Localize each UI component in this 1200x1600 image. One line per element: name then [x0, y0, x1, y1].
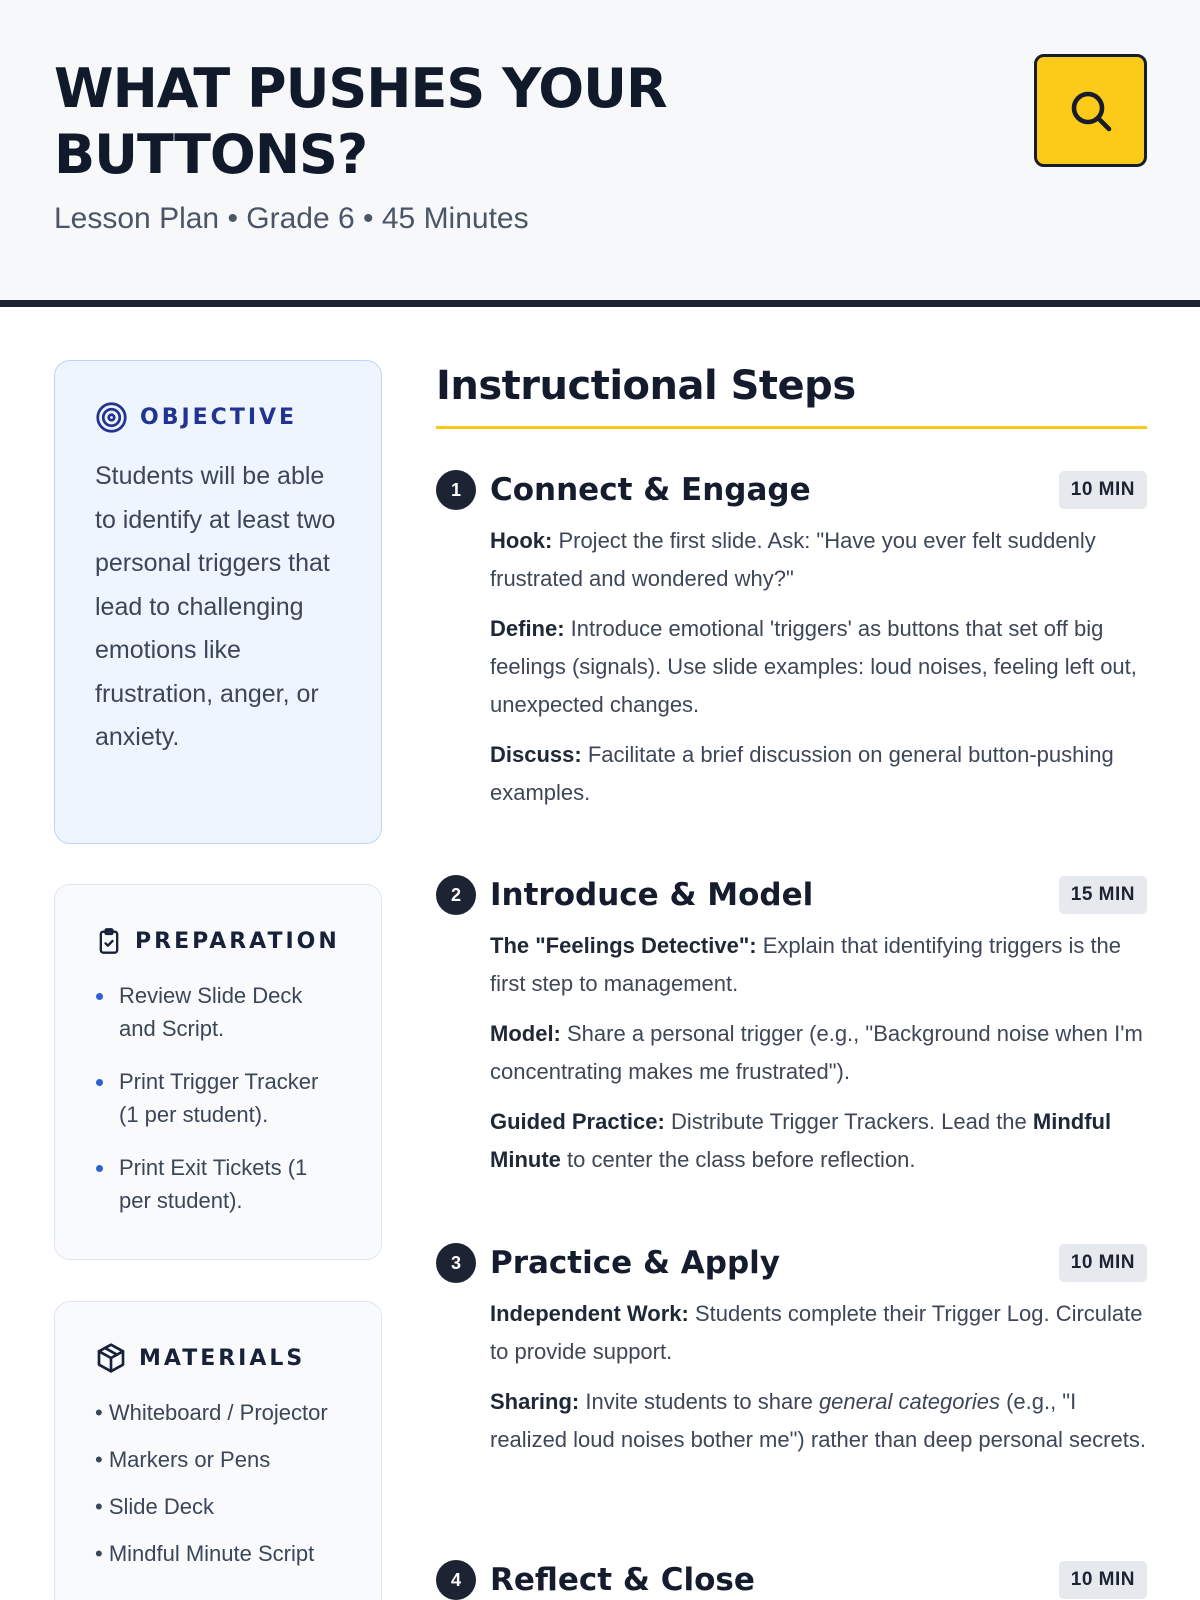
step-paragraph — [490, 1015, 1147, 1091]
step-paragraph — [490, 1103, 1147, 1179]
step-2 — [436, 873, 1147, 1191]
objective-card — [54, 360, 382, 844]
step-number: 1 — [436, 470, 476, 510]
para-emphasis: Mindful Minute — [490, 1109, 1112, 1172]
step-title: Reflect & Close — [490, 1562, 755, 1598]
para-text: Distribute Trigger Trackers. Lead the — [664, 1109, 1033, 1134]
step-paragraph — [490, 1295, 1147, 1371]
para-label: Hook: — [490, 528, 553, 553]
bullet-dot — [96, 993, 103, 1000]
step-header — [436, 468, 1147, 512]
para-text: to center the class before reflection. — [560, 1147, 916, 1172]
para-label: The "Feelings Detective": — [490, 933, 757, 958]
para-text: Explain that identifying triggers is the first step to management. — [490, 933, 1122, 996]
bullet-dot — [96, 1079, 103, 1086]
list-item-text: Review Slide Deck and Script. — [119, 983, 303, 1041]
list-item — [95, 1065, 341, 1131]
list-item: • Slide Deck — [95, 1494, 214, 1519]
list-item: • Mindful Minute Script — [95, 1541, 315, 1566]
step-paragraph — [490, 522, 1147, 598]
para-label: Discuss: — [490, 742, 582, 767]
preparation-card — [54, 884, 382, 1260]
section-title: Instructional Steps — [436, 360, 1147, 429]
para-label: Independent Work: — [490, 1301, 689, 1326]
para-text: (e.g., "I realized loud noises bother me") rather than deep personal secrets. — [490, 1389, 1146, 1452]
para-label: Sharing: — [490, 1389, 580, 1414]
step-1 — [436, 468, 1147, 824]
step-title: Practice & Apply — [490, 1245, 780, 1281]
para-text: Project the first slide. Ask: "Have you ever felt suddenly frustrated and wondered why?" — [490, 528, 1096, 591]
step-paragraph — [490, 610, 1147, 724]
materials-list — [95, 1396, 341, 1570]
step-title: Introduce & Model — [490, 877, 814, 913]
step-number: 3 — [436, 1243, 476, 1283]
package-icon — [95, 1342, 127, 1374]
step-header — [436, 873, 1147, 917]
para-text: Invite students to share — [579, 1389, 819, 1414]
step-body — [490, 927, 1147, 1179]
list-item — [95, 979, 341, 1045]
step-body — [490, 1295, 1147, 1459]
step-number: 2 — [436, 875, 476, 915]
clipboard-check-icon — [95, 927, 123, 955]
para-text: Facilitate a brief discussion on general button-pushing examples. — [490, 742, 1114, 805]
para-text: Share a personal trigger (e.g., "Background noise when I'm concentrating makes me frustrated"). — [490, 1021, 1143, 1084]
search-icon — [1067, 87, 1115, 135]
list-item: • Markers or Pens — [95, 1447, 271, 1472]
instructional-steps-section — [436, 360, 1147, 429]
preparation-header — [95, 925, 341, 957]
objective-text: Students will be able to identify at least two personal triggers that lead to challenging emotions like frustration, anger, or anxiety. — [95, 462, 336, 751]
step-3 — [436, 1241, 1147, 1471]
para-emphasis: general categories — [818, 1389, 1000, 1414]
step-body — [490, 522, 1147, 812]
duration-badge: 10 MIN — [1059, 471, 1147, 509]
step-paragraph — [490, 927, 1147, 1003]
objective-header — [95, 401, 341, 433]
target-icon — [95, 401, 128, 434]
search-button[interactable] — [1034, 54, 1147, 167]
list-item-text: Print Trigger Tracker (1 per student). — [119, 1069, 319, 1127]
objective-label: OBJECTIVE — [140, 404, 298, 430]
list-item-text: Print Exit Tickets (1 per student). — [119, 1155, 308, 1213]
preparation-label: PREPARATION — [135, 928, 340, 954]
duration-badge: 10 MIN — [1059, 1561, 1147, 1599]
preparation-list — [95, 979, 341, 1217]
materials-header — [95, 1342, 341, 1374]
step-paragraph — [490, 1383, 1147, 1459]
step-header — [436, 1558, 1147, 1600]
page-title-line-1: WHAT PUSHES YOUR — [54, 57, 667, 120]
step-paragraph — [490, 736, 1147, 812]
page-subtitle: Lesson Plan • Grade 6 • 45 Minutes — [54, 202, 529, 235]
page-title-line-2: BUTTONS? — [54, 123, 368, 186]
list-item — [95, 1151, 341, 1217]
materials-card — [54, 1301, 382, 1600]
duration-badge: 10 MIN — [1059, 1244, 1147, 1282]
para-text: Introduce emotional 'triggers' as buttons that set off big feelings (signals). Use slide examples: loud noises, feeling left out, unexpected changes. — [490, 616, 1137, 717]
step-title: Connect & Engage — [490, 472, 811, 508]
step-header — [436, 1241, 1147, 1285]
page-header — [0, 0, 1200, 307]
para-label: Define: — [490, 616, 565, 641]
duration-badge: 15 MIN — [1059, 876, 1147, 914]
para-text: Students complete their Trigger Log. Circulate to provide support. — [490, 1301, 1143, 1364]
bullet-dot — [96, 1165, 103, 1172]
para-label: Guided Practice: — [490, 1109, 665, 1134]
materials-label: MATERIALS — [139, 1345, 306, 1371]
page-title — [54, 56, 854, 188]
step-4 — [436, 1558, 1147, 1600]
para-label: Model: — [490, 1021, 561, 1046]
list-item: • Whiteboard / Projector — [95, 1400, 328, 1425]
step-number: 4 — [436, 1560, 476, 1600]
